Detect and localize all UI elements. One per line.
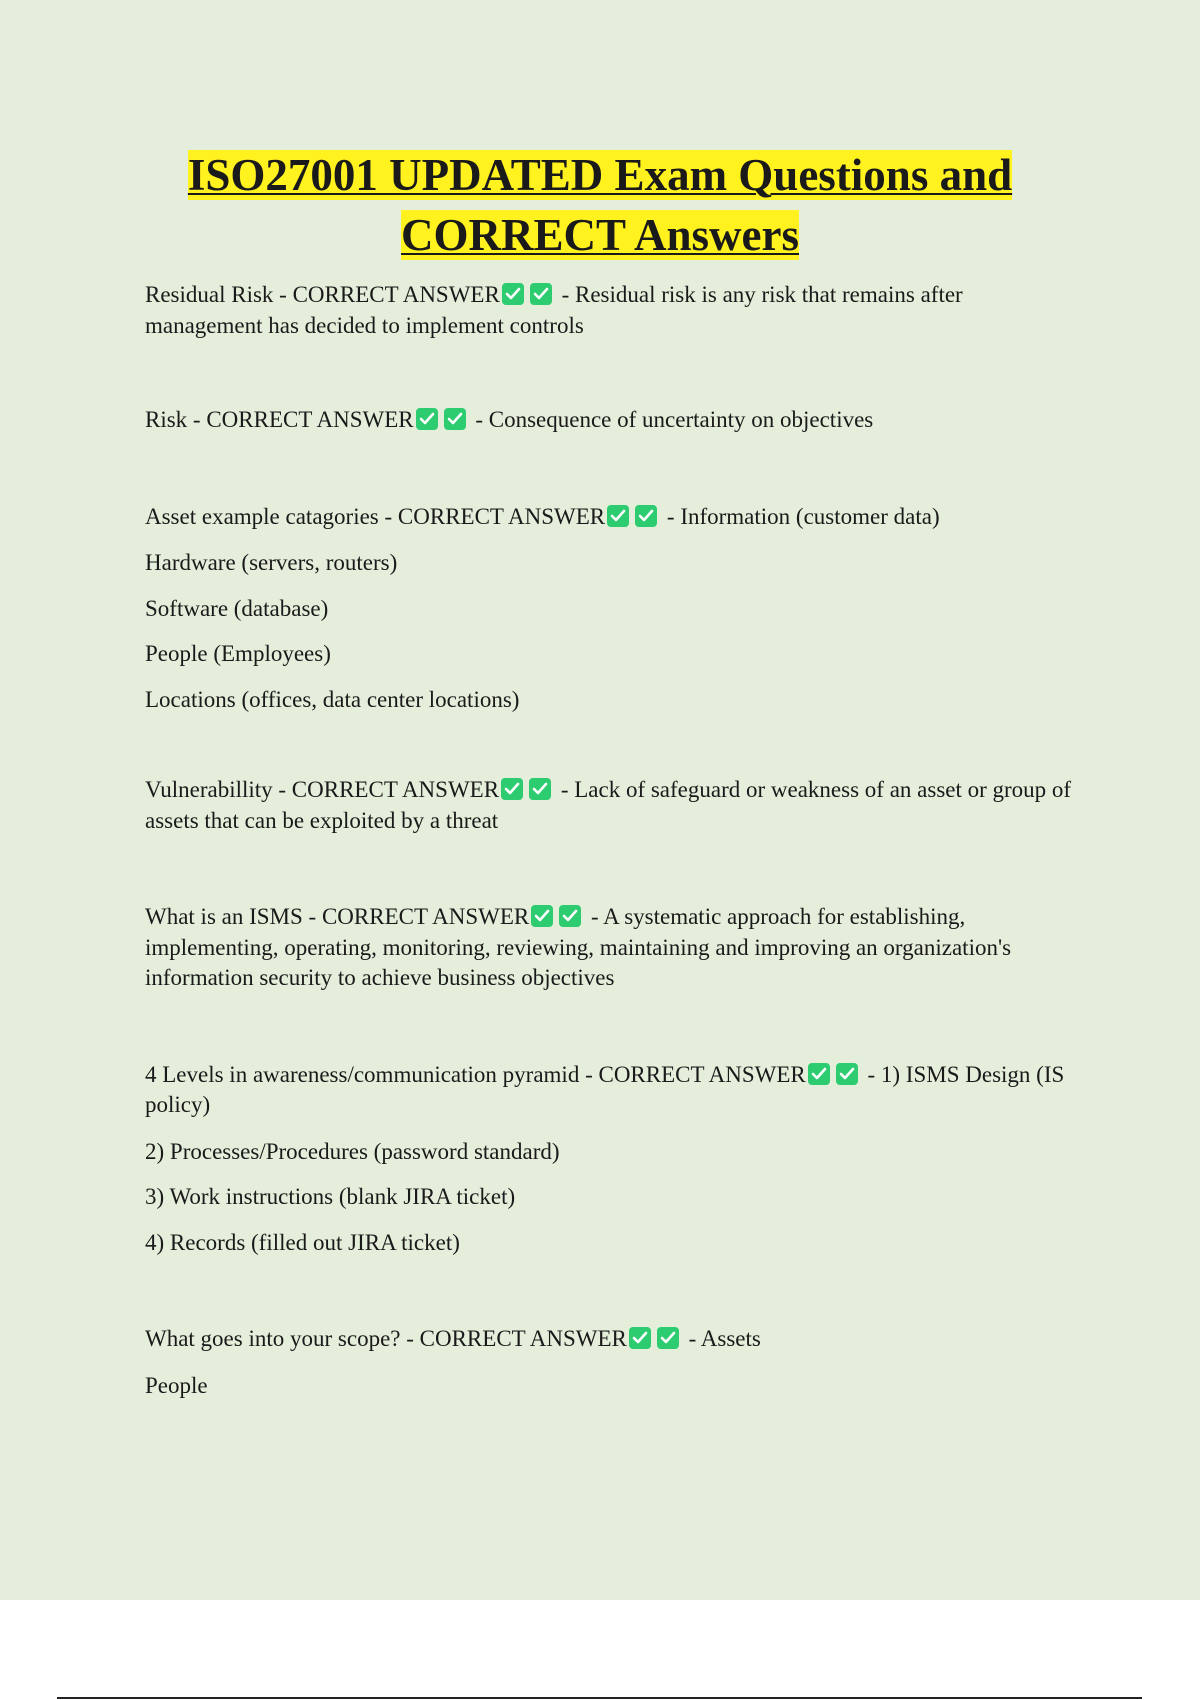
answer-text: - Lack of safeguard or weakness of an asset or group of assets that can be exploited by a threat (145, 777, 1072, 833)
check-mark-icon (657, 1327, 679, 1349)
qa-entry (145, 405, 1085, 436)
qa-entry (145, 502, 1085, 716)
answer-continuation: Locations (offices, data center locations) (145, 686, 520, 712)
answer-continuation: Software (database) (145, 595, 329, 621)
title-line-1: ISO27001 UPDATED Exam Questions and (187, 150, 1013, 200)
answer-text: - Information (customer data) (661, 503, 940, 529)
question-text: What goes into your scope? - CORRECT ANSWER (145, 1326, 627, 1351)
question-text: Asset example catagories - CORRECT ANSWER (145, 503, 606, 529)
qa-entry (145, 1060, 1085, 1259)
answer-continuation: People (145, 1372, 208, 1398)
check-mark-icon (502, 283, 524, 305)
qa-entry (145, 775, 1085, 836)
check-mark-icon (629, 1327, 651, 1349)
check-mark-icon (529, 778, 551, 800)
title-line-2: CORRECT Answers (401, 210, 799, 260)
answer-continuation: 3) Work instructions (blank JIRA ticket) (145, 1184, 516, 1209)
check-mark-icon (836, 1063, 858, 1085)
answer-continuation: 4) Records (filled out JIRA ticket) (145, 1229, 460, 1255)
document-title (0, 145, 1200, 265)
answer-text: - A systematic approach for establishing, implementing, operating, monitoring, reviewing, maintaining and improving an organization's information security to achieve business objectives (145, 904, 1012, 990)
question-text: Vulnerabillity - CORRECT ANSWER (145, 777, 500, 802)
check-mark-icon (808, 1063, 830, 1085)
answer-continuation: People (Employees) (145, 641, 331, 666)
answer-text: - Consequence of uncertainty on objectives (469, 407, 874, 432)
check-mark-icon (635, 505, 657, 527)
check-mark-icon (607, 505, 629, 527)
check-mark-icon (531, 905, 553, 927)
check-mark-icon (416, 408, 438, 430)
answer-text: - Residual risk is any risk that remains after management has decided to implement controls (145, 282, 963, 338)
question-text: Residual Risk - CORRECT ANSWER (145, 282, 500, 307)
qa-list (145, 280, 1085, 1401)
qa-entry (145, 1324, 1085, 1401)
answer-text: - Assets (682, 1326, 761, 1351)
check-mark-icon (530, 283, 552, 305)
question-text: 4 Levels in awareness/communication pyramid - CORRECT ANSWER (145, 1061, 806, 1087)
qa-entry (145, 280, 1085, 341)
answer-continuation: 2) Processes/Procedures (password standard) (145, 1138, 560, 1164)
page-divider (57, 1697, 1142, 1699)
check-mark-icon (501, 778, 523, 800)
answer-text: - 1) ISMS Design (IS policy) (145, 1061, 1065, 1117)
question-text: What is an ISMS - CORRECT ANSWER (145, 904, 530, 929)
answer-continuation: Hardware (servers, routers) (145, 550, 398, 575)
check-mark-icon (559, 905, 581, 927)
question-text: Risk - CORRECT ANSWER (145, 407, 414, 432)
qa-entry (145, 902, 1085, 994)
check-mark-icon (444, 408, 466, 430)
